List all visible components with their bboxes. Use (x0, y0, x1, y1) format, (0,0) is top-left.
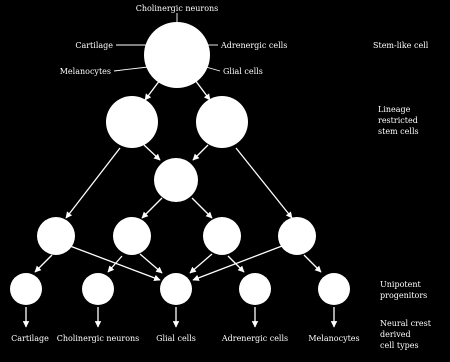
arrow-middle-to-progenitor-2 (142, 198, 162, 218)
unipotent-progenitor-2 (82, 273, 114, 305)
arrow-p2-to-unipotent-3 (140, 254, 162, 273)
bottom-label-adrenergic-cells: Adrenergic cells (221, 334, 289, 343)
unipotent-progenitor-5 (318, 273, 350, 305)
unipotent-progenitor-4 (239, 273, 271, 305)
side-label-lineage-line-3: stem cells (378, 127, 419, 136)
arrow-p3-to-unipotent-3 (190, 254, 212, 273)
bottom-label-melanocytes: Melanocytes (308, 334, 360, 343)
side-label-unipotent-line-2: progenitors (380, 291, 428, 300)
cells (10, 22, 350, 305)
bottom-label-glial-cells: Glial cells (156, 334, 196, 343)
arrow-right-lineage-to-middle (193, 145, 208, 160)
label-glial-cells: Glial cells (223, 67, 263, 76)
progenitor-cell-4 (278, 217, 316, 255)
side-label-lineage-line-1: Lineage (378, 105, 411, 114)
middle-stem-cell (154, 158, 198, 202)
stem-like-cell (144, 22, 210, 88)
arrow-p1-to-unipotent-1 (35, 255, 52, 272)
label-melanocytes: Melanocytes (59, 67, 111, 76)
unipotent-progenitor-3 (160, 273, 192, 305)
arrow-left-lineage-to-progenitor-1 (66, 148, 120, 218)
arrow-left-lineage-to-middle (144, 145, 160, 160)
side-label-neural-crest-line-2: derived (380, 330, 411, 339)
arrow-p1-to-unipotent-3 (70, 246, 160, 280)
arrow-stem-to-right-lineage (195, 80, 210, 100)
unipotent-progenitor-1 (10, 273, 42, 305)
arrow-p4-to-unipotent-5 (304, 255, 321, 272)
progenitor-cell-1 (37, 217, 75, 255)
progenitor-cell-3 (203, 217, 241, 255)
side-label-lineage-line-2: restricted (378, 116, 418, 125)
bottom-label-cartilage: Cartilage (11, 334, 49, 343)
bottom-label-cholinergic-neurons: Cholinergic neurons (56, 334, 140, 343)
lineage-restricted-cell-left (106, 96, 158, 148)
lineage-restricted-cell-right (196, 96, 248, 148)
arrow-stem-to-left-lineage (145, 80, 160, 100)
progenitor-cell-2 (113, 217, 151, 255)
side-label-neural-crest-line-1: Neural crest (380, 319, 431, 328)
label-adrenergic-cells: Adrenergic cells (221, 41, 288, 50)
pointer-right-lower (206, 67, 220, 71)
arrow-right-lineage-to-progenitor-4 (236, 148, 292, 218)
side-label-stem-like-cell: Stem-like cell (373, 41, 429, 50)
side-label-unipotent-line-1: Unipotent (380, 280, 421, 289)
label-cholinergic-neurons: Cholinergic neurons (135, 4, 219, 13)
arrow-middle-to-progenitor-3 (192, 198, 212, 218)
pointer-left-lower (114, 67, 148, 71)
label-cartilage: Cartilage (75, 41, 113, 50)
arrow-p2-to-unipotent-2 (108, 256, 122, 272)
side-label-neural-crest-line-3: cell types (380, 341, 419, 350)
arrow-p4-to-unipotent-3 (193, 246, 282, 280)
